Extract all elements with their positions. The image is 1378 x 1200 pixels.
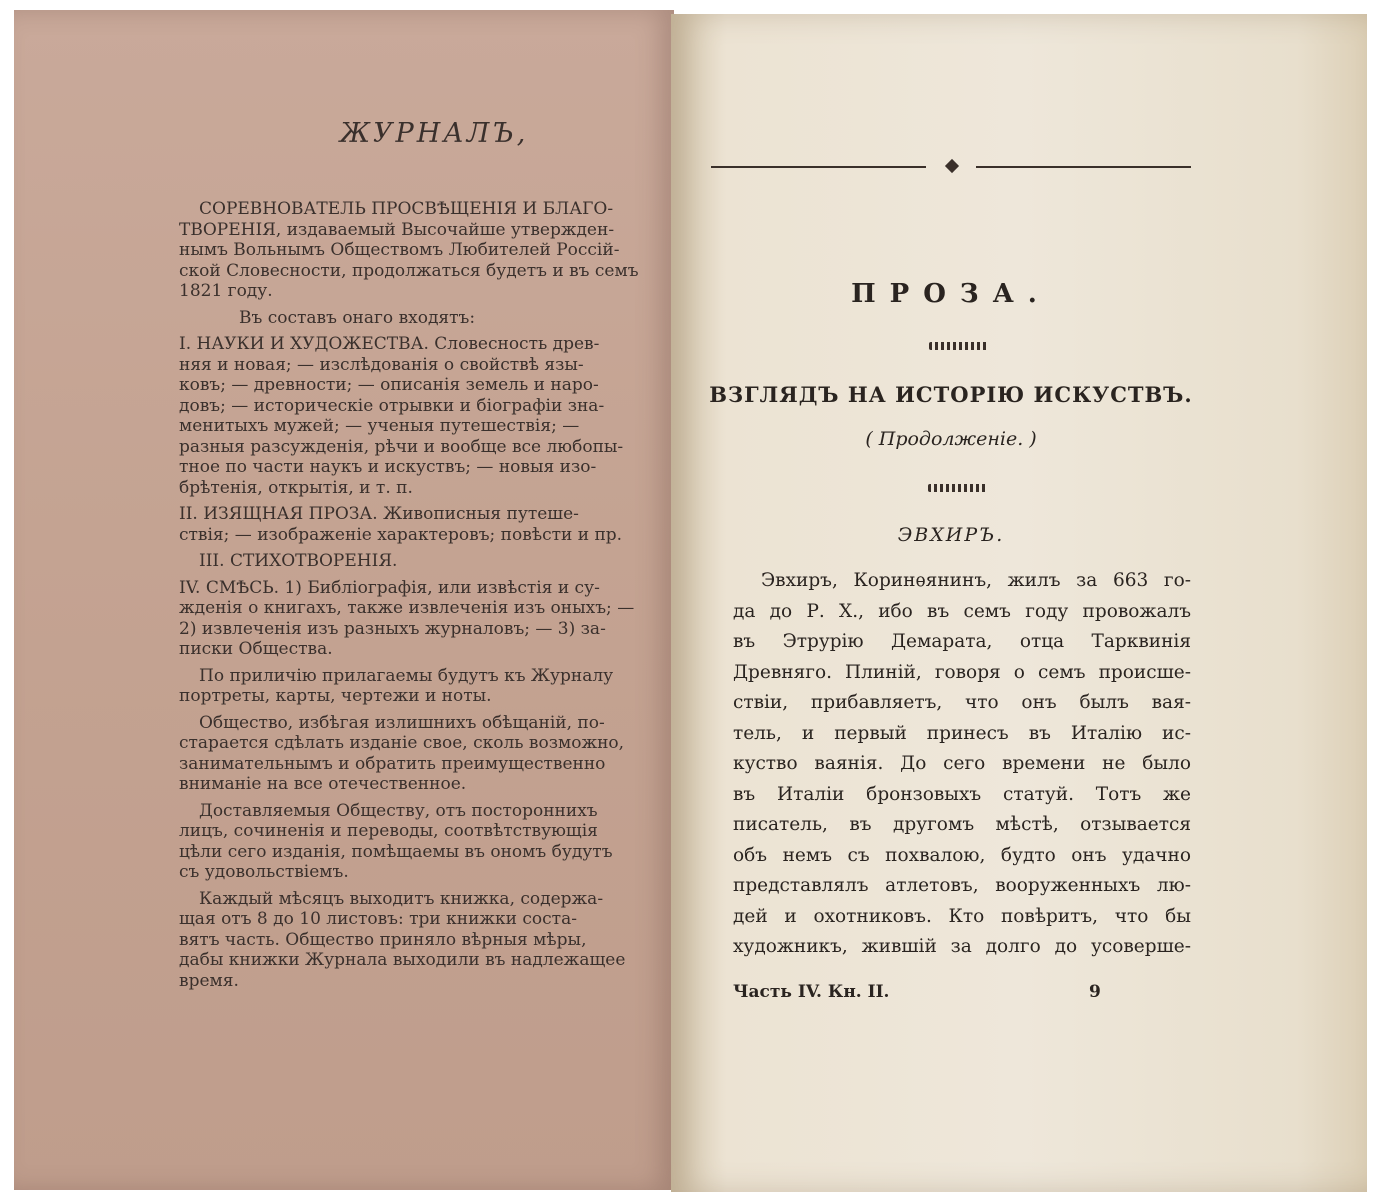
paragraph-line: старается сдѣлать изданіе свое, сколь возможно, [179, 733, 625, 753]
rule-line [976, 166, 1191, 168]
portraits-paragraph [179, 666, 689, 707]
prose-title: ПРОЗА. [851, 279, 1051, 309]
paragraph-line: лицъ, сочиненія и переводы, соотвѣтствующія [179, 821, 598, 841]
body-line: дей и охотниковъ. Кто повѣритъ, что бы [733, 905, 1191, 927]
signature-mark: Часть IV. Кн. II. [733, 982, 890, 1002]
intro-line: ской Словесности, продолжаться будетъ и въ семъ [179, 260, 639, 281]
body-line: объ немъ съ похвалою, будто онъ удачно [733, 844, 1191, 866]
wavy-divider [928, 484, 988, 492]
page-number: 9 [1089, 982, 1101, 1002]
body-line: художникъ, жившій за долго до усоверше- [733, 936, 1191, 957]
body-line: писатель, въ другомъ мѣстѣ, отзывается [733, 814, 1191, 835]
paragraph-line: Каждый мѣсяцъ выходитъ книжка, содержа- [199, 888, 604, 909]
section-line: довъ; — историческіе отрывки и біографіи зна- [179, 395, 605, 416]
left-page-content [179, 118, 689, 997]
section-line: ковъ; — древности; — описанія земель и наро- [179, 375, 599, 395]
section-line: 2) извлеченія изъ разныхъ журналовъ; — 3) за- [179, 618, 606, 639]
right-page [671, 14, 1367, 1192]
paragraph-line: занимательнымъ и обратить преимущественно [179, 753, 606, 774]
section-line: няя и новая; — изслѣдованія о свойствѣ язы- [179, 354, 584, 375]
paragraph-line: По приличію прилагаемы будутъ къ Журналу [199, 665, 614, 686]
intro-line: СОРЕВНОВАТЕЛЬ ПРОСВѢЩЕНІЯ И БЛАГО- [199, 199, 614, 219]
paragraph-line: цѣли сего изданія, помѣщаемы въ ономъ будутъ [179, 841, 613, 862]
article-title: ВЗГЛЯДЪ НА ИСТОРІЮ ИСКУСТВЪ. [709, 382, 1193, 407]
paragraph-line: Доставляемыя Обществу, отъ постороннихъ [199, 800, 598, 821]
composition-intro: Въ составъ онаго входятъ: [239, 307, 476, 328]
paragraph-line: портреты, карты, чертежи и ноты. [179, 686, 492, 706]
intro-line: нымъ Вольнымъ Обществомъ Любителей Россій- [179, 240, 620, 260]
body-line: куство ваянія. До сего времени не было [733, 753, 1191, 774]
section-line: писки Общества. [179, 639, 333, 659]
section-line: IV. СМѢСЬ. 1) Библіографія, или извѣстія и су- [179, 577, 600, 598]
paragraph-line: вниманіе на все отечественное. [179, 774, 467, 794]
section-sciences [179, 334, 689, 498]
ornamental-rule [711, 160, 1191, 174]
body-line: да до Р. Х., ибо въ семъ году провожалъ [733, 600, 1191, 622]
body-text [733, 566, 1191, 963]
paragraph-line: щая отъ 8 до 10 листовъ: три книжки соста- [179, 909, 577, 929]
section-line: ствія; — изображеніе характеровъ; повѣсти и пр. [179, 524, 623, 545]
section-poetry: III. СТИХОТВОРЕНІЯ. [199, 551, 398, 571]
rule-line [711, 166, 926, 168]
section-prose [179, 504, 689, 545]
paragraph-line: дабы книжки Журнала выходили въ надлежащее [179, 950, 626, 970]
section-line: брѣтенія, открытія, и т. п. [179, 477, 413, 498]
continuation-label: ( Продолженіе. ) [865, 428, 1037, 450]
monthly-paragraph [179, 889, 689, 992]
intro-line: ТВОРЕНІЯ, издаваемый Высочайше утвержден- [179, 219, 615, 240]
body-line: ствіи, прибавляетъ, что онъ былъ вая- [733, 692, 1191, 713]
paragraph-line: время. [179, 970, 239, 991]
delivered-paragraph [179, 801, 689, 883]
body-line: Древняго. Плиній, говоря о семъ происше- [733, 661, 1191, 683]
body-line: въ Италіи бронзовыхъ статуй. Тотъ же [733, 783, 1191, 805]
society-paragraph [179, 713, 689, 795]
diamond-ornament-icon [945, 159, 959, 173]
body-line: представлялъ атлетовъ, вооруженныхъ лю- [733, 875, 1191, 896]
intro-line: 1821 году. [179, 281, 273, 301]
paragraph-line: вятъ часть. Общество приняло вѣрныя мѣры, [179, 929, 587, 950]
paragraph-line: Общество, избѣгая излишнихъ обѣщаній, по- [199, 712, 605, 733]
journal-title: ЖУРНАЛЪ, [339, 118, 529, 149]
body-line: Эвхиръ, Коринѳянинъ, жилъ за 663 го- [761, 570, 1191, 591]
section-line: разныя разсужденія, рѣчи и вообще все любопы- [179, 436, 624, 457]
wavy-divider [929, 342, 989, 350]
section-line: тное по части наукъ и искуствъ; — новыя изо- [179, 457, 597, 477]
section-line: менитыхъ мужей; — ученыя путешествія; — [179, 416, 580, 436]
section-line: жденія о книгахъ, также извлеченія изъ оныхъ; — [179, 598, 635, 618]
section-heading: ЭВХИРЪ. [897, 524, 1005, 546]
intro-paragraph [179, 199, 689, 302]
body-line: въ Этрурію Демарата, отца Тарквинія [733, 631, 1191, 652]
section-line: I. НАУКИ И ХУДОЖЕСТВА. Словесность древ- [179, 334, 600, 354]
left-page [14, 10, 674, 1190]
section-miscellany [179, 578, 689, 660]
paragraph-line: съ удовольствіемъ. [179, 862, 349, 882]
section-line: II. ИЗЯЩНАЯ ПРОЗА. Живописныя путеше- [179, 504, 579, 524]
body-line: тель, и первый принесъ въ Италію ис- [733, 722, 1191, 744]
